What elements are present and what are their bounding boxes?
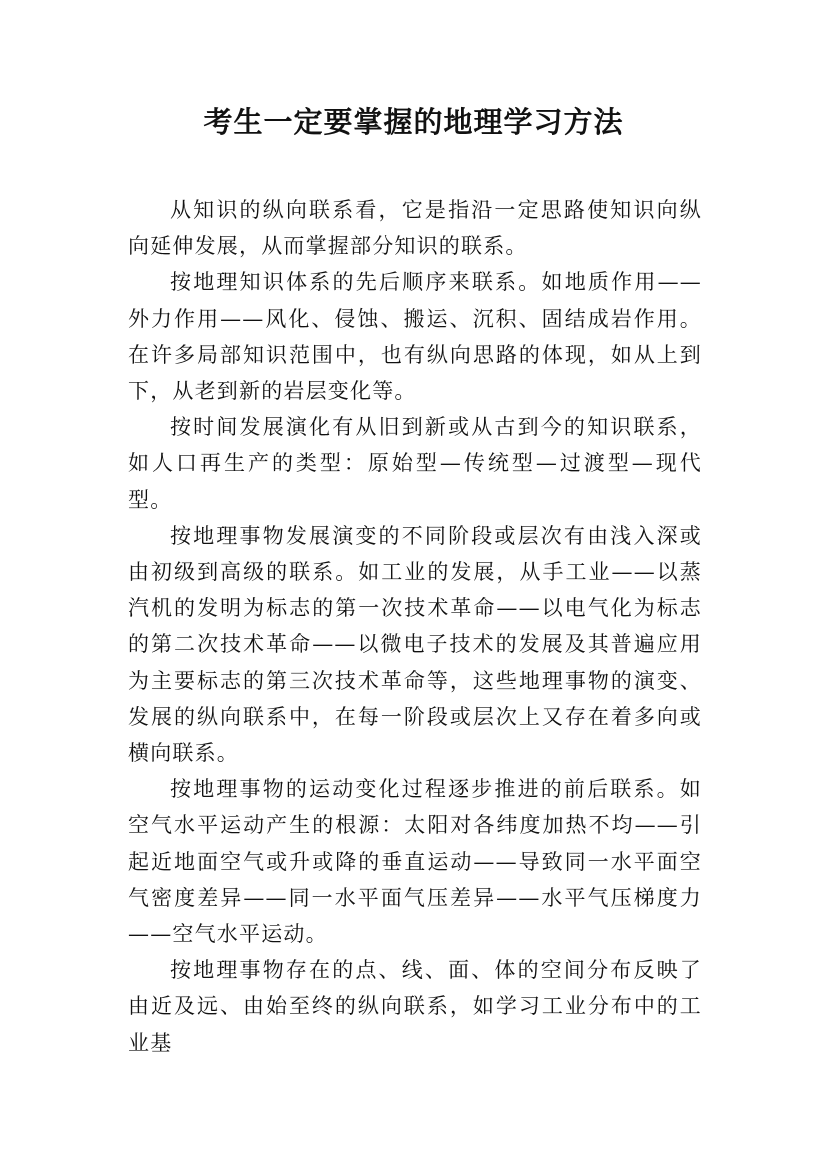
paragraph-5: 按地理事物的运动变化过程逐步推进的前后联系。如空气水平运动产生的根源：太阳对各纬度加热不均——引起近地面空气或升或降的垂直运动——导致同一水平面空气密度差异——同一水平面气压差异——水平气压梯度力——空气水平运动。: [128, 777, 702, 947]
paragraph-6: 按地理事物存在的点、线、面、体的空间分布反映了由近及远、由始至终的纵向联系，如学习工业分布中的工业基: [128, 958, 702, 1055]
paragraph-4: 按地理事物发展演变的不同阶段或层次有由浅入深或由初级到高级的联系。如工业的发展，从手工业——以蒸汽机的发明为标志的第一次技术革命——以电气化为标志的第二次技术革命——以微电子技术的发展及其普遍应用为主要标志的第三次技术革命等，这些地理事物的演变、发展的纵向联系中，在每一阶段或层次上又存在着多向或横向联系。: [128, 523, 702, 766]
paragraph-3: 按时间发展演化有从旧到新或从古到今的知识联系，如人口再生产的类型：原始型—传统型—过渡型—现代型。: [128, 415, 702, 512]
page-title: 考生一定要掌握的地理学习方法: [203, 105, 624, 139]
paragraph-2: 按地理知识体系的先后顺序来联系。如地质作用——外力作用——风化、侵蚀、搬运、沉积、固结成岩作用。在许多局部知识范围中，也有纵向思路的体现，如从上到下，从老到新的岩层变化等。: [128, 270, 702, 404]
document-body: [128, 192, 702, 1061]
paragraph-1: 从知识的纵向联系看，它是指沿一定思路使知识向纵向延伸发展，从而掌握部分知识的联系。: [128, 198, 702, 259]
